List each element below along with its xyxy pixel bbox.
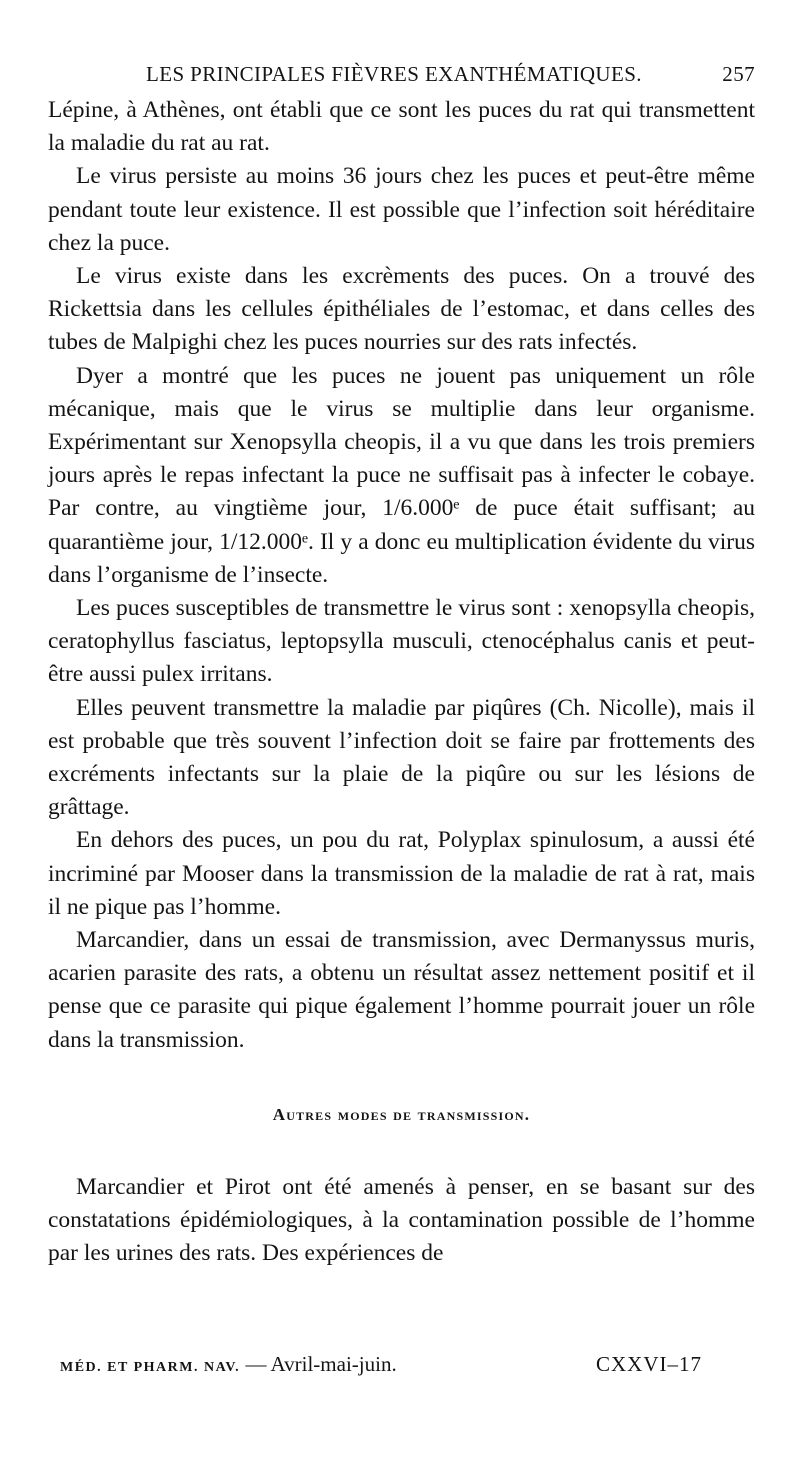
paragraph: Lépine, à Athènes, ont établi que ce sont les puces du rat qui transmettent la maladie du rat au rat. <box>48 97 755 157</box>
page <box>48 58 755 1271</box>
signature-mark: CXXVI–17 <box>596 1352 702 1376</box>
paragraph: Dyer a montré que les puces ne jouent pas uniquement un rôle mécanique, mais que le virus se multiplie dans leur organisme. Expérimentant sur Xenopsylla cheopis, il a vu que dans les trois premiers jours après le repas infectant la puce ne suffisait pas à infecter le cobaye. Par contre, au vingtième jour, 1/6.000ᵉ de puce était suffisant; au quarantième jour, 1/12.000ᵉ. Il y a donc eu multiplication évidente du virus dans l’organisme de l’insecte. <box>48 362 755 588</box>
page-header <box>48 58 755 94</box>
paragraph: Le virus existe dans les excrèments des puces. On a trouvé des Rickettsia dans les cellules épithéliales de l’estomac, et dans celles des tubes de Malpighi chez les puces nourries sur des rats infectés. <box>48 263 755 356</box>
paragraph: Les puces susceptibles de transmettre le virus sont : xenopsylla cheopis, ceratophyllus fasciatus, leptopsylla musculi, ctenocéphalus canis et peut-être aussi pulex irritans. <box>48 595 755 688</box>
journal-issue: — Avril-mai-juin. <box>240 1352 397 1376</box>
paragraph: En dehors des puces, un pou du rat, Polyplax spinulosum, a aussi été incriminé par Mooser dans la transmission de la maladie de rat à rat, mais il ne pique pas l’homme. <box>48 827 755 920</box>
journal-abbreviation: MÉD. ET PHARM. NAV. <box>60 1360 241 1375</box>
paragraph: Marcandier, dans un essai de transmission, avec Dermanyssus muris, acarien parasite des rats, a obtenu un résultat assez nettement positif et il pense que ce parasite qui pique également l’homme pourrait jouer un rôle dans la transmission. <box>48 927 755 1053</box>
section-heading: Autres modes de transmission. <box>272 1104 531 1124</box>
running-title: LES PRINCIPALES FIÈVRES EXANTHÉMATIQUES. <box>146 62 642 86</box>
page-footer <box>60 1352 702 1380</box>
journal-reference <box>60 1352 397 1377</box>
body-text <box>48 94 755 1271</box>
paragraph: Marcandier et Pirot ont été amenés à penser, en se basant sur des constatations épidémiologiques, à la contamination possible de l’homme par les urines des rats. Des expériences de <box>48 1173 755 1267</box>
paragraph: Le virus persiste au moins 36 jours chez les puces et peut-être même pendant toute leur existence. Il est possible que l’infection soit héréditaire chez la puce. <box>48 163 755 256</box>
page-number: 257 <box>722 62 755 86</box>
paragraph: Elles peuvent transmettre la maladie par piqûres (Ch. Nicolle), mais il est probable que très souvent l’infection doit se faire par frottements des excréments infectants sur la plaie de la piqûre ou sur les lésions de grâttage. <box>48 694 755 821</box>
